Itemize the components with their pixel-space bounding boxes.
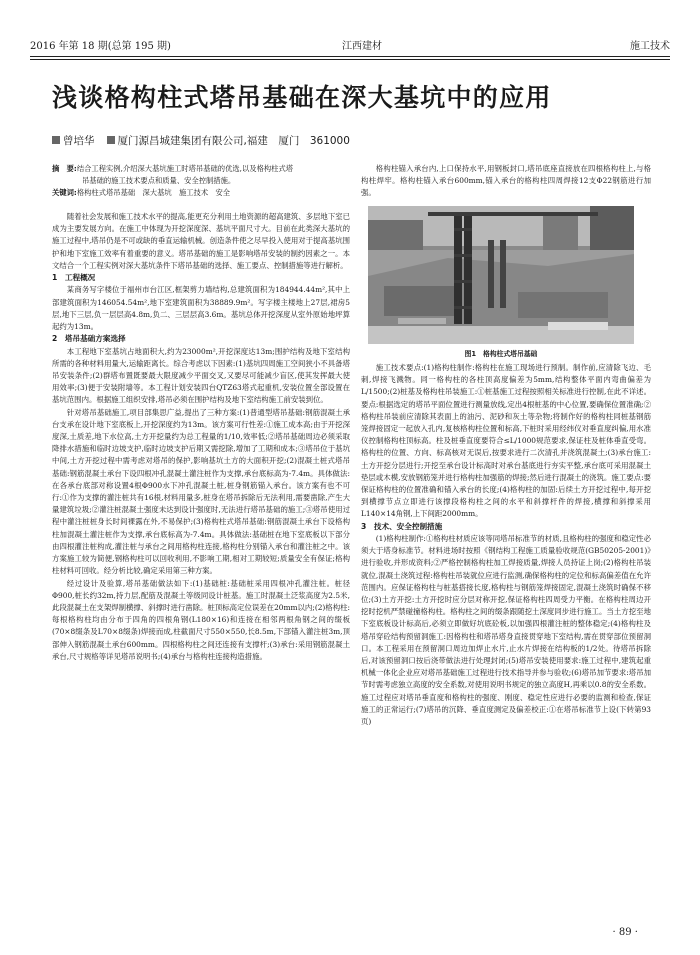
running-header xyxy=(30,40,670,54)
figure-caption: 图1 格构柱式塔吊基础 xyxy=(464,350,538,358)
page-number: · 89 · xyxy=(612,927,638,938)
abstract-text-1: 结合工程实例,介绍深大基坑施工时塔吊基础的优选,以及格构柱式塔 xyxy=(76,164,294,173)
journal-name: 江西建材 xyxy=(342,41,382,52)
right-column-bottom xyxy=(361,362,651,728)
left-column xyxy=(52,211,350,663)
section-1-paragraph: 某商务写字楼位于福州市台江区,框架剪力墙结构,总建筑面积为184944.44m²,其中上部建筑面积为146054.54m²,地下室建筑面积为38889.9m²。写字楼主楼地上27层,裙房5层,地下三层,负一层层高4.8m,负二、三层层高3.6m。基坑总体开挖深度从室外原始地坪算起约为13m。 xyxy=(52,285,350,332)
construction-site-photo xyxy=(368,206,634,344)
author-line xyxy=(52,133,350,148)
right-top-paragraph: 格构柱锚入承台内,上口保持水平,用钢板封口,塔吊底座直接放在四根格构柱上,与格构柱焊牢。格构柱锚入承台600mm,锚入承台的格构柱四周焊接12支Φ22钢筋进行加强。 xyxy=(361,164,651,198)
author-affiliation: 厦门源昌城建集团有限公司,福建 厦门 361000 xyxy=(117,135,350,147)
square-bullet-icon xyxy=(107,136,115,144)
section-3-heading: 3 技术、安全控制措施 xyxy=(361,521,443,531)
section-name: 施工技术 xyxy=(630,41,670,52)
construction-points-paragraph: 施工技术要点:(1)格构柱制作:格构柱在施工现场进行预制。制作前,应清除飞边、毛刺,焊接飞溅物。同一格构柱的各柱顶高度偏差为5mm,结构整体平面内弯曲偏差为L/1500;(2)桩基及格构柱吊装施工:①桩基施工过程按照相关标准进行控制,在此不详述。要点:根据选定的塔吊平面位置进行测量放线,定出4根桩基的中心位置,要确保位置准确;②格构柱吊装前应清除其表面上的油污、泥砂和灰土等杂物;将制作好的格构柱同桩基钢筋笼焊接固定一起放入孔内,复核格构柱位置和标高,下桩时采用经纬仪对垂直度纠偏,用水准仪控制格构柱顶标高。柱及桩垂直度要符合≤L/1000规范要求,保证柱及桩体垂直受弯。格构柱的位置、方向、标高核对无误后,按要求进行二次清孔并浇筑混凝土;(3)承台施工:土方开挖分层进行;开挖至承台设计标高时对承台基底进行夯实平整,承台底可采用混凝土垫层或木模,安放钢筋笼并进行格构柱加强筋的焊接;然后进行混凝土的浇筑。施工要点:要保证格构柱的位置准确和锚入承台的长度;(4)格构柱的加固:后续土方开挖过程中,每开挖到横撑节点立即进行该撑段格构柱之间的水平和斜撑杆件的焊接,横撑和斜撑采用L140×14角钢,上下间距2000mm。 xyxy=(361,363,651,519)
square-bullet-icon xyxy=(52,136,60,144)
abstract-label: 摘 要: xyxy=(52,164,77,173)
abstract-text-2: 吊基础的施工技术要点和质量、安全控制措施。 xyxy=(82,176,236,185)
abstract-block xyxy=(52,163,352,199)
issue-info: 2016 年第 18 期(总第 195 期) xyxy=(30,41,171,52)
header-rule-thick xyxy=(30,56,670,57)
keywords-label: 关键词: xyxy=(52,188,77,197)
header-rule-thin xyxy=(30,59,670,60)
intro-paragraph: 随着社会发展和施工技术水平的提高,能更充分利用土地资源的超高建筑、多层地下室已成为主要发展方向。在施工中体现为开挖深度深、基坑平面尺寸大。目前在此类深大基坑的施工过程中,塔吊仍是不可或缺的垂直运输机械。创造条件使之尽早投入使用对于提高基坑围护和地下室施工效率有着重要的意义。塔吊基础的施工是影响塔吊安装的制约因素之一。本文结合一个工程实例对深大基坑条件下塔吊基础的选择、施工要点、控制措施等进行解析。 xyxy=(52,212,350,270)
photo-illustration xyxy=(368,206,634,344)
section-2-heading: 2 塔吊基础方案选择 xyxy=(52,334,126,344)
right-column-top xyxy=(361,163,651,200)
author-name: 曾培华 xyxy=(63,135,95,147)
section-2-paragraph-1: 本工程地下室基坑占地面积大,约为23000m²,开挖深度达13m;围护结构及地下室结构所需的各种材料用量大,运输距离长。综合考虑以下因素:(1)基坑四周施工空间狭小不具备塔吊安装条件;(2)群塔布置既要最大限度减少平面交叉,又要尽可能减少盲区,使其发挥最大使用效率;(3)便于安装附墙等。本工程计划安装四台QTZ63塔式起重机,安装位置全部设置在基坑范围内。根据施工组织安排,塔吊必须在围护结构及地下室结构施工前安装到位。 xyxy=(52,346,350,405)
keywords-text: 格构柱式塔吊基础 深大基坑 施工技术 安全 xyxy=(76,188,231,197)
section-2-paragraph-3: 经过设计及验算,塔吊基础做法如下:(1)基础桩:基础桩采用四根冲孔灌注桩。桩径Φ900,桩长约32m,持力层,配筋及混凝土等级同设计桩基。施工时混凝土泛浆高度为2.5米,此段混凝土在支架焊制横撑、斜撑时进行凿除。桩顶标高定位误差在20mm以内;(2)格构柱:每根格构柱均由分布于四角的四根角钢(L180×16)和连接在相邻两根角钢之间的缀板(70×8缀条及L70×8缀条)焊接而成,柱截面尺寸550×550,长8.5m,下部锚入灌注桩3m,顶部伸入钢筋混凝土承台600mm。四根格构柱之间还连接有支撑杆;(3)承台:采用钢筋混凝土承台,尺寸规格等详见塔吊说明书;(4)承台与格构柱连接构造措施。 xyxy=(52,578,350,661)
section-2-paragraph-2: 针对塔吊基础施工,项目部集思广益,提出了三种方案:(1)普通型塔吊基础:钢筋混凝土承台支承在设计地下室底板上,开挖深度约为13m。该方案可行性差:①施工成本高;由于开挖深度深,土质差,地下水位高,土方开挖量约为总工程量的1/10,效率低;②塔吊基础周边必须采取降排水措施和临时边坡支护,临时边坡支护后期又需挖除,增加了工期和成本;③塔吊位于基坑中间,土方开挖过程中需考虑对塔吊的保护,影响基坑土方的大面积开挖;(2)混凝土桩式塔吊基础:钢筋混凝土承台下设四根冲孔混凝土灌注桩作为支撑,承台底标高为-7.4m。具体做法:在各承台底部对称设置4根Φ900水下冲孔混凝土桩,桩身钢筋锚入承台。该方案有也不可行:①作为支撑的灌注桩共有16根,材料用量多,桩身在塔吊拆除后无法利用,需要凿除,产生大量建筑垃圾;②灌注桩混凝土强度未达到设计强度时,无法进行塔吊基础的施工;③塔吊使用过程中灌注桩桩身长时间裸露在外,不易保护;(3)格构柱式塔吊基础:钢筋混凝土承台下设格构柱加混凝土灌注桩作为支撑,承台底标高为-7.4m。具体做法:基础桩在地下室底板以下部分由四根灌注桩构成,灌注桩与承台之间用格构柱连接,格构柱分别锚入承台和灌注桩之中。该方案施工较为简便,钢格构柱可以回收利用,不影响工期,相对工期较短;质量安全有保证;格构柱材料可回收。经分析比较,确定采用第三种方案。 xyxy=(52,407,350,576)
section-3-paragraph: (1)格构柱制作:①格构柱材质应该等同塔吊标准节的材质,且格构柱的强度和稳定性必须大于塔身标准节。材料进场时按照《钢结构工程施工质量验收规范(GB50205-2001)》进行验收,并形成资料;②严格控制格构柱加工焊接质量,焊接人员持证上岗;(2)格构柱吊装就位,混凝土浇筑过程:格构柱吊装就位应进行监测,确保格构柱的定位和标高偏差值在允许范围内。应保证格构柱与桩基搭接长度,格构柱与钢筋笼焊接固定,混凝土浇筑时确保不移位;(3)土方开挖:土方开挖时应分层对称开挖,保证格构柱四周受力平衡。在格构柱周边开挖时挖机严禁碰撞格构柱。格构柱之间的缀条跟随挖土深度同步进行施工。当土方挖至地下室底板设计标高后,必须立即做好坑底砼板,以加强四根灌注桩的整体稳定;(4)格构柱及塔吊穿砼结构预留洞施工:因格构柱和塔吊塔身直接贯穿地下室结构,需在贯穿部位预留洞口。本工程采用在预留洞口周边加焊止水片,止水片焊接在结构板的1/2处。待塔吊拆除后,对该预留洞口按后浇带做法进行处理封闭;(5)塔吊安装使用要求:施工过程中,建筑起重机械一体化企业应对塔吊基础施工过程进行技术指导并参与验收;(6)塔吊加节要求:塔吊加节时需考虑独立高度的安全系数,对使用说明书规定的独立高度H,再乘以0.8的安全系数。施工过程应对塔吊垂直度和格构柱的强度、刚度、稳定性应进行必要的监测和检查,保证施工的正常运行;(7)塔吊的沉降、垂直度测定及偏差校正:①在塔吊标准节上设(下转第93页) xyxy=(361,534,651,727)
article-title: 浅谈格构柱式塔吊基础在深大基坑中的应用 xyxy=(52,83,552,112)
section-1-heading: 1 工程概况 xyxy=(52,273,96,283)
